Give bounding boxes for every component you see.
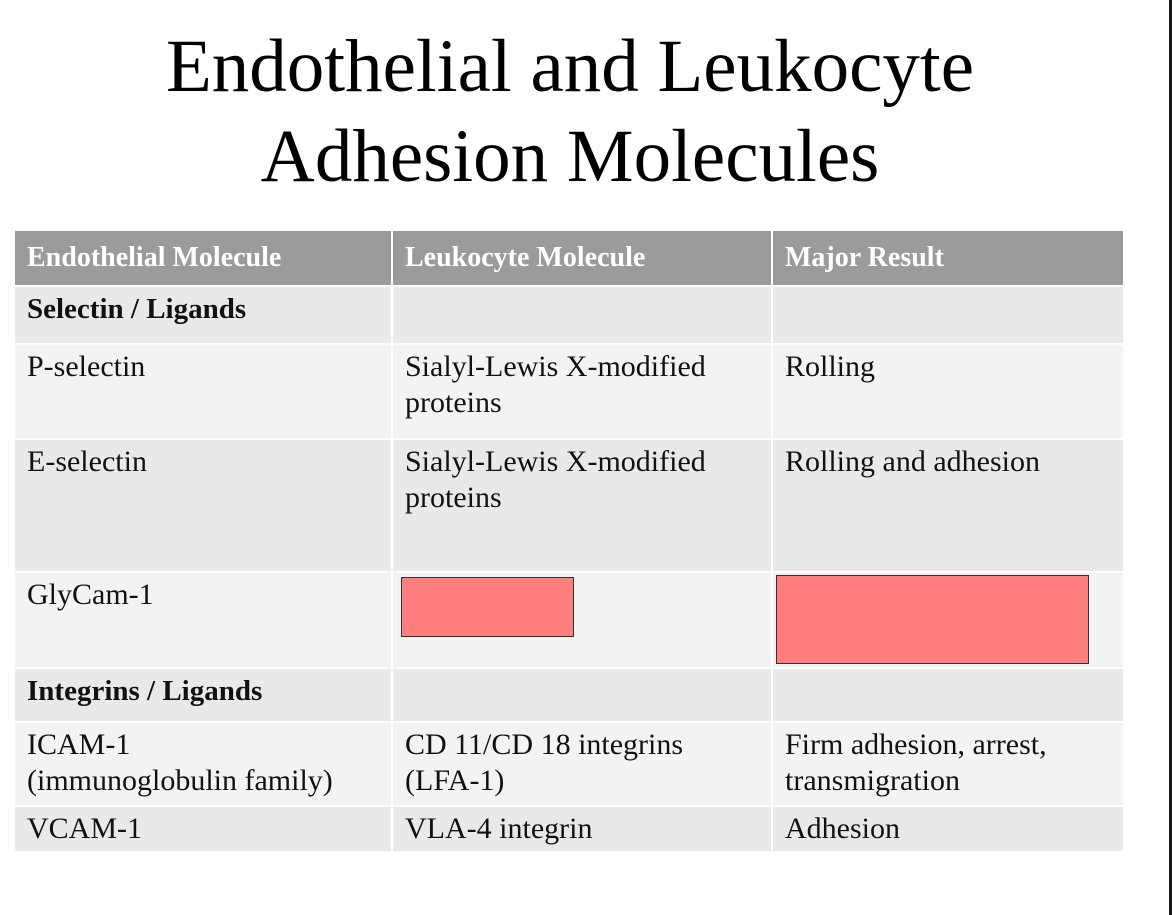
leukocyte-cell bbox=[392, 439, 772, 572]
table-cell bbox=[392, 286, 772, 344]
endothelial-cell: E-selectin bbox=[15, 439, 392, 572]
result-cell: Rolling and adhesion bbox=[772, 439, 1123, 572]
title-line-2: Adhesion Molecules bbox=[260, 115, 880, 198]
cell-line: ICAM-1 bbox=[27, 728, 131, 761]
cell-line: Sialyl-Lewis X-modified bbox=[405, 350, 706, 383]
adhesion-molecules-table bbox=[15, 231, 1123, 851]
cell-line: CD 11/CD 18 integrins bbox=[405, 728, 684, 761]
header-leukocyte: Leukocyte Molecule bbox=[392, 231, 772, 286]
result-cell: Adhesion bbox=[772, 806, 1123, 851]
table-row bbox=[15, 439, 1123, 572]
section-label: Selectin / Ligands bbox=[15, 286, 392, 344]
table-cell bbox=[772, 668, 1123, 722]
table-row bbox=[15, 722, 1123, 806]
table-row bbox=[15, 806, 1123, 851]
redaction-box-leukocyte bbox=[401, 577, 574, 637]
cell-line: (immunoglobulin family) bbox=[27, 764, 333, 797]
table-row-section-selectin bbox=[15, 286, 1123, 344]
slide-title bbox=[0, 22, 1140, 202]
redaction-box-result bbox=[776, 575, 1089, 664]
cell-line: Sialyl-Lewis X-modified bbox=[405, 445, 706, 478]
table-row bbox=[15, 344, 1123, 439]
leukocyte-cell: VLA-4 integrin bbox=[392, 806, 772, 851]
header-result: Major Result bbox=[772, 231, 1123, 286]
result-cell bbox=[772, 722, 1123, 806]
table-cell bbox=[772, 286, 1123, 344]
title-line-1: Endothelial and Leukocyte bbox=[165, 25, 975, 108]
table-cell bbox=[392, 668, 772, 722]
endothelial-cell bbox=[15, 722, 392, 806]
cell-line: proteins bbox=[405, 481, 502, 514]
endothelial-cell: GlyCam-1 bbox=[15, 572, 392, 668]
result-cell: Rolling bbox=[772, 344, 1123, 439]
endothelial-cell: P-selectin bbox=[15, 344, 392, 439]
cell-line: transmigration bbox=[785, 764, 960, 797]
cell-line: proteins bbox=[405, 386, 502, 419]
leukocyte-cell bbox=[392, 344, 772, 439]
cell-line: (LFA-1) bbox=[405, 764, 505, 797]
header-endothelial: Endothelial Molecule bbox=[15, 231, 392, 286]
section-label: Integrins / Ligands bbox=[15, 668, 392, 722]
leukocyte-cell bbox=[392, 722, 772, 806]
cell-line: Firm adhesion, arrest, bbox=[785, 728, 1047, 761]
endothelial-cell: VCAM-1 bbox=[15, 806, 392, 851]
table-row-section-integrins bbox=[15, 668, 1123, 722]
table-header-row bbox=[15, 231, 1123, 286]
